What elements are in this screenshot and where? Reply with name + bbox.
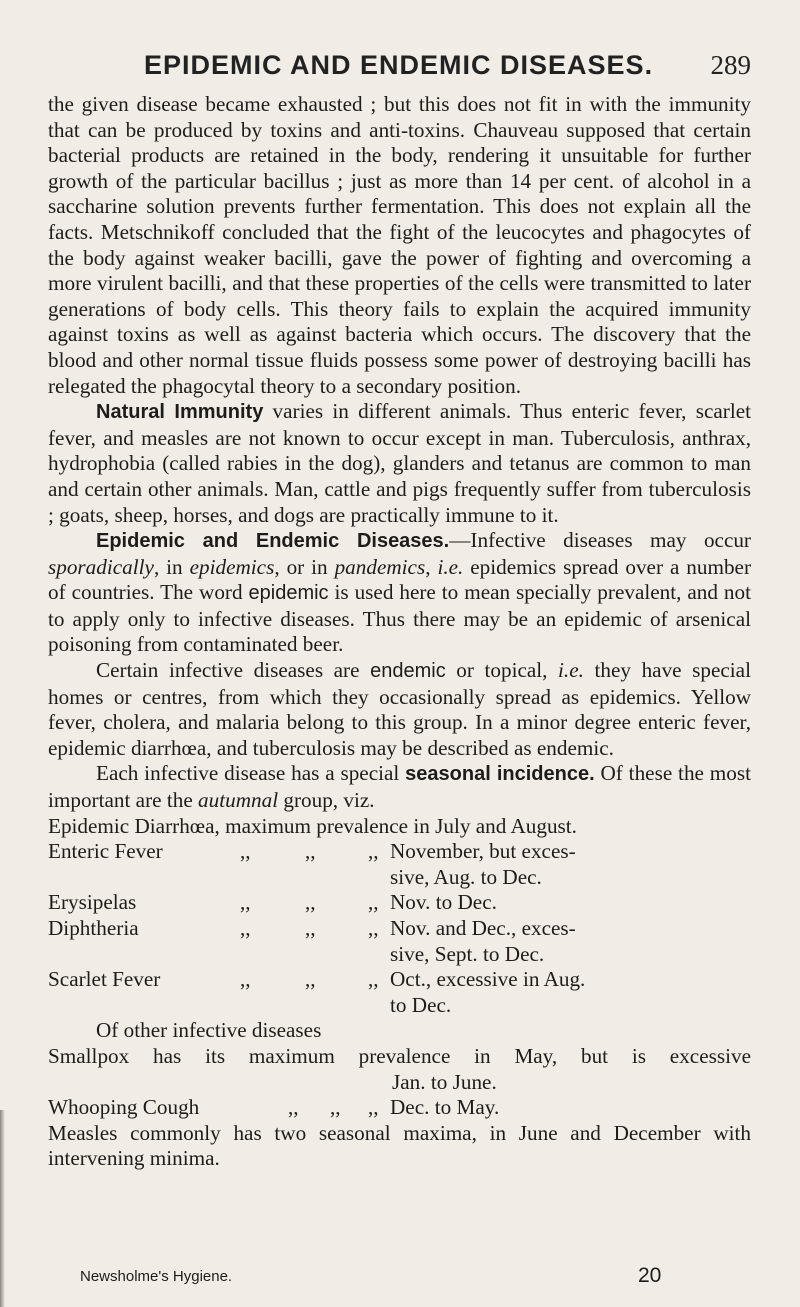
season-line-cont: sive, Sept. to Dec. [390, 941, 545, 966]
ditto-mark: ,, [305, 890, 316, 915]
list-item [48, 916, 751, 967]
smallpox-line-cont: Jan. to June. [392, 1069, 497, 1094]
italic-term: epidemics [189, 554, 275, 579]
other-diseases-heading: Of other infective diseases [96, 1018, 322, 1043]
seasonal-list [48, 839, 751, 1018]
ditto-mark: ,, [240, 839, 251, 864]
text-run: , in [153, 554, 190, 579]
ditto-mark: ,, [240, 890, 251, 915]
season-line: Nov. and Dec., exces- [390, 916, 576, 940]
disease-name: Diphtheria [48, 916, 139, 940]
italic-term: autumnal [198, 788, 279, 813]
season-line: Oct., excessive in Aug. [390, 967, 586, 992]
paragraph-endemic [48, 658, 751, 761]
list-item [48, 967, 751, 1018]
ditto-mark: ,, [368, 839, 379, 864]
ditto-mark: ,, [305, 967, 316, 992]
text-run: , [425, 554, 438, 579]
running-head [0, 50, 800, 90]
ditto-mark: ,, [305, 916, 316, 940]
season-value [390, 839, 750, 890]
ditto-mark: ,, [288, 1095, 299, 1120]
list-item [48, 839, 751, 890]
ditto-mark: ,, [368, 1095, 379, 1120]
disease-name: Scarlet Fever [48, 967, 161, 992]
term-seasonal-incidence: seasonal incidence. [405, 763, 595, 786]
term-endemic: endemic [370, 660, 446, 683]
heading-natural-immunity: Natural Immunity [96, 401, 264, 424]
italic-term: i.e. [558, 658, 584, 683]
text-run: group, viz. [278, 788, 375, 813]
ditto-mark: ,, [330, 1095, 341, 1120]
page-number: 289 [710, 50, 751, 80]
list-item [48, 1095, 751, 1121]
footer-source: Newsholme's Hygiene. [80, 1268, 233, 1285]
season-line-cont: sive, Aug. to Dec. [390, 864, 542, 889]
season-value [390, 890, 750, 916]
running-title: EPIDEMIC AND ENDEMIC DISEASES. [144, 50, 654, 80]
season-value [390, 916, 750, 967]
list-item [48, 890, 751, 916]
paragraph-epidemic-endemic [48, 528, 751, 658]
epidemic-diarrhoea-line: Epidemic Diarrhœa, maximum prevalence in July and August. [48, 813, 577, 838]
text-run: they have special homes or centres, from which they occasionally spread as epidemics. Yellow fever, cholera, and malaria belong to this group. In a minor degree enteric fever, epidemic diarrhœa, and tuberculosis may be described as endemic. [48, 658, 751, 760]
paragraph-seasonal [48, 761, 751, 813]
binding-shadow [0, 1110, 5, 1307]
disease-name: Enteric Fever [48, 839, 163, 864]
page-footer [0, 1264, 800, 1294]
heading-epidemic-endemic: Epidemic and Endemic Diseases. [96, 530, 450, 553]
body-text [48, 92, 751, 1172]
paragraph-natural-immunity [48, 399, 751, 528]
text-run: epidemics spread over a number of countries. The word [48, 554, 752, 605]
smallpox-entry [48, 1044, 751, 1095]
season-line: Nov. to Dec. [390, 890, 497, 915]
ditto-mark: ,, [368, 916, 379, 940]
italic-term: sporadically [48, 554, 154, 579]
season-line-cont: to Dec. [390, 992, 452, 1017]
natural-immunity-text: varies in different animals. Thus enteric fever, scarlet fever, and measles are not known to occur except in man. Tuberculosis, anthrax, hydrophobia (called rabies in the dog), glanders and tetanus are common to man and certain other animals. Man, cattle and pigs frequently suffer from tuberculosis ; goats, sheep, horses, and dogs are practically immune to it. [48, 399, 751, 527]
disease-name: Erysipelas [48, 890, 137, 915]
text-run: is used here to mean specially prevalent, and not to apply only to infective diseases. Thus there may be an epidemic of arsenical poisoning from contaminated beer. [48, 580, 751, 657]
measles-paragraph: Measles commonly has two seasonal maxima, in June and December with intervening minima. [48, 1120, 751, 1171]
season-value: Dec. to May. [390, 1095, 500, 1120]
text-run: , or in [274, 554, 335, 579]
smallpox-line: Smallpox has its maximum prevalence in May, but is excessive [48, 1043, 751, 1068]
text-run: Of these the most important are the [48, 761, 751, 813]
italic-term: pandemics [334, 554, 426, 579]
italic-term: i.e. [437, 554, 464, 579]
paragraph-immunity-theories: the given disease became exhausted ; but this does not fit in with the immunity that can be produced by toxins and anti-toxins. Chauveau supposed that certain bacterial products are retained in the body, rendering it unsuitable for further growth of the particular bacillus ; just as more than 14 per cent. of alcohol in a saccharine solution prevents further fermentation. This does not explain all the facts. Metschnikoff concluded that the fight of the leucocytes and phagocytes of the body against weaker bacilli, gave the power of fighting and overcoming a more virulent bacilli, and that these properties of the cells were transmitted to later generations of body cells. This theory fails to explain the acquired immunity against toxins as well as against bacteria which occurs. The discovery that the blood and other normal tissue fluids possess some power of destroying bacilli has relegated the phagocytal theory to a secondary position. [48, 92, 751, 398]
text-run: or topical, [445, 658, 559, 683]
text-run: Each infective disease has a special [96, 761, 406, 786]
text-run: Certain infective diseases are [96, 658, 371, 683]
ditto-mark: ,, [305, 839, 316, 864]
signature-mark: 20 [638, 1264, 662, 1287]
season-value [390, 967, 750, 1018]
term-epidemic: epidemic [248, 582, 329, 605]
ditto-mark: ,, [368, 967, 379, 992]
season-line: November, but exces- [390, 839, 576, 864]
ditto-mark: ,, [368, 890, 379, 915]
ditto-mark: ,, [240, 916, 251, 940]
disease-name: Whooping Cough [48, 1095, 200, 1120]
text-run: —Infective diseases may occur [449, 528, 751, 553]
ditto-mark: ,, [240, 967, 251, 992]
